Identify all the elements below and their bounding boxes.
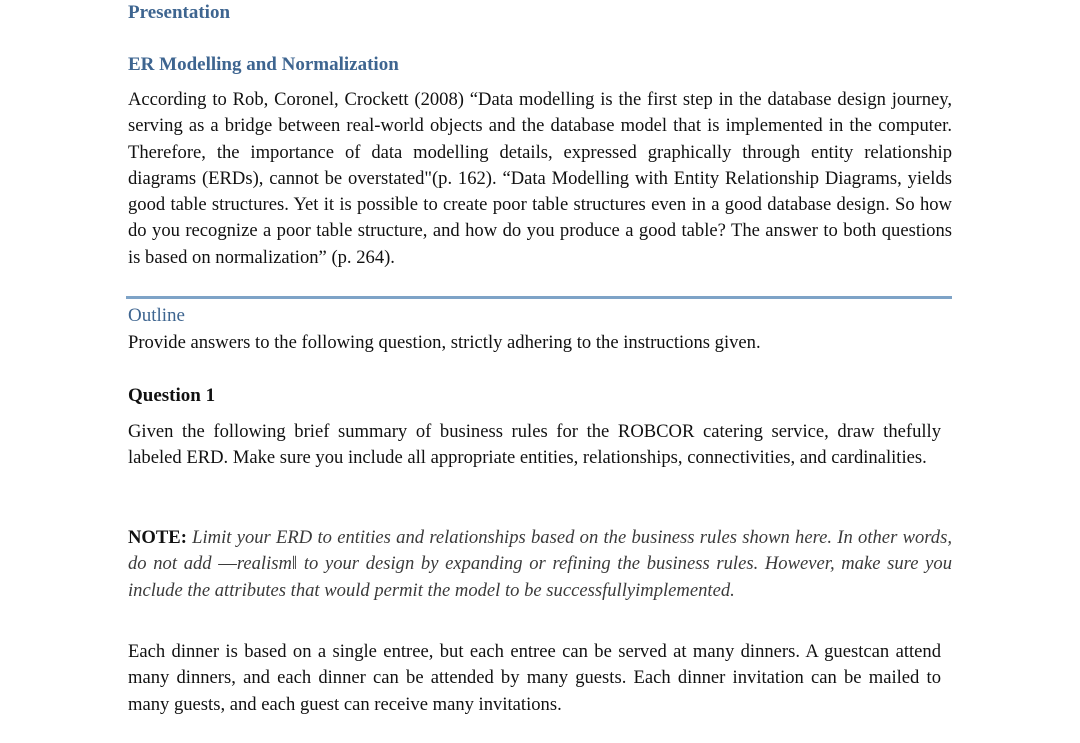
section-title: Presentation xyxy=(128,2,231,23)
outline-title: Outline xyxy=(128,305,185,326)
section-divider xyxy=(126,296,952,299)
note-text: Limit your ERD to entities and relationships based on the business rules shown here. In other words, do not add ―realism‖ to your design by expanding or refining the business rules. However, make sure you include the attributes that would permit the model to be successfullyimplemented. xyxy=(128,527,952,601)
outline-text: Provide answers to the following question, strictly adhering to the instructions given. xyxy=(128,332,761,353)
subsection-title: ER Modelling and Normalization xyxy=(128,54,399,75)
note-label: NOTE: xyxy=(128,527,187,548)
note-paragraph xyxy=(128,525,952,604)
intro-paragraph: According to Rob, Coronel, Crockett (2008) “Data modelling is the first step in the database design journey, serving as a bridge between real-world objects and the database model that is implemented in the computer. Therefore, the importance of data modelling details, expressed graphically through entity relationship diagrams (ERDs), cannot be overstated"(p. 162). “Data Modelling with Entity Relationship Diagrams, yields good table structures. Yet it is possible to create poor table structures even in a good database design. So how do you recognize a poor table structure, and how do you produce a good table? The answer to both questions is based on normalization” (p. 264). xyxy=(128,89,952,268)
business-rules-paragraph: Each dinner is based on a single entree, but each entree can be served at many dinners. A guestcan attend many dinners, and each dinner can be attended by many guests. Each dinner invitation can be mailed to many guests, and each guest can receive many invitations. xyxy=(128,641,941,715)
question-title: Question 1 xyxy=(128,385,216,406)
question-text: Given the following brief summary of business rules for the ROBCOR catering service, draw thefully labeled ERD. Make sure you include all appropriate entities, relationships, connectivities, and cardinalities. xyxy=(128,421,941,469)
